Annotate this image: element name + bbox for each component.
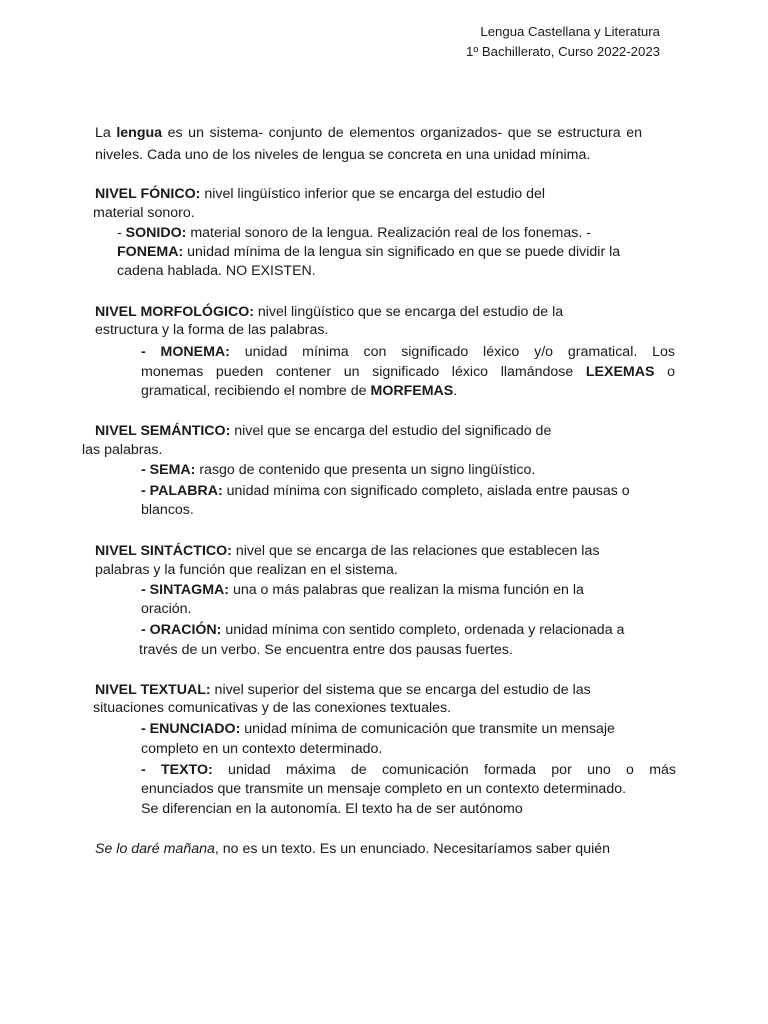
sintactico-oracion-2: través de un verbo. Se encuentra entre dos pausas fuertes.	[139, 642, 513, 658]
sintactico-heading	[95, 542, 599, 562]
def-monema: .	[453, 383, 458, 399]
def-monema: monemas pueden contener un significado léxico llamándose	[141, 364, 586, 380]
page-header	[466, 22, 660, 62]
closing-line	[95, 840, 610, 860]
def-monema: o	[654, 364, 675, 380]
def-sonido: material sonoro de la lengua. Realización real de los fonemas. -	[186, 225, 591, 241]
fonico-title: NIVEL FÓNICO:	[95, 186, 201, 202]
semantico-desc: nivel que se encarga del estudio del significado de	[230, 423, 552, 439]
term-oracion: - ORACIÓN:	[141, 622, 222, 638]
fonico-sonido	[117, 224, 591, 244]
sintactico-title: NIVEL SINTÁCTICO:	[95, 543, 232, 559]
semantico-desc-2: las palabras.	[82, 442, 163, 458]
textual-enunciado	[141, 720, 615, 740]
term-sonido: SONIDO:	[125, 225, 187, 241]
def-palabra: unidad mínima con significado completo, aislada entre pausas o	[222, 483, 630, 499]
intro-text: La	[95, 125, 117, 141]
fonico-fonema	[117, 243, 620, 263]
term-morfemas: MORFEMAS	[370, 383, 454, 399]
fonico-desc-2: material sonoro.	[93, 205, 195, 221]
def-monema: gramatical, recibiendo el nombre de	[141, 383, 371, 399]
term-fonema: FONEMA:	[117, 244, 184, 260]
header-subject: Lengua Castellana y Literatura	[480, 24, 660, 39]
textual-texto-2: enunciados que transmite un mensaje completo en un contexto determinado.	[141, 781, 627, 797]
def-texto: unidad máxima de comunicación formada por uno o más	[212, 762, 677, 778]
def-fonema: unidad mínima de la lengua sin significado en que se puede dividir la	[183, 244, 621, 260]
def-oracion: unidad mínima con sentido completo, ordenada y relacionada a	[221, 622, 625, 638]
textual-texto	[141, 761, 676, 781]
semantico-heading	[95, 422, 551, 442]
textual-heading	[95, 681, 591, 701]
morfologico-heading	[95, 303, 563, 323]
textual-desc-2: situaciones comunicativas y de las conexiones textuales.	[93, 700, 452, 716]
morfologico-title: NIVEL MORFOLÓGICO:	[95, 304, 254, 320]
textual-enunciado-2: completo en un contexto determinado.	[141, 741, 383, 757]
fonico-desc: nivel lingüístico inferior que se encarga del estudio del	[200, 186, 546, 202]
textual-texto-3: Se diferencian en la autonomía. El texto ha de ser autónomo	[141, 801, 523, 817]
term-sema: - SEMA:	[141, 462, 196, 478]
intro-line-2: niveles. Cada uno de los niveles de lengua se concreta en una unidad mínima.	[95, 147, 591, 163]
morfologico-desc-2: estructura y la forma de las palabras.	[95, 322, 329, 338]
def-sema: rasgo de contenido que presenta un signo lingüístico.	[195, 462, 536, 478]
monema-line-3	[141, 382, 457, 402]
semantico-sema	[141, 461, 535, 481]
term-enunciado: - ENUNCIADO:	[141, 721, 241, 737]
sintactico-desc-2: palabras y la función que realizan en el sistema.	[95, 562, 398, 578]
sintactico-desc: nivel que se encarga de las relaciones que establecen las	[231, 543, 600, 559]
def-monema: unidad mínima con significado léxico y/o gramatical. Los	[229, 344, 675, 360]
fonico-fonema-2: cadena hablada. NO EXISTEN.	[117, 263, 316, 279]
closing-text: , no es un texto. Es un enunciado. Necesitaríamos saber quién	[214, 841, 611, 857]
term-monema: - MONEMA:	[141, 344, 230, 360]
def-sintagma: una o más palabras que realizan la misma función en la	[229, 582, 584, 598]
term-texto: - TEXTO:	[141, 762, 213, 778]
semantico-palabra-2: blancos.	[141, 502, 194, 518]
intro-line-1	[95, 124, 642, 144]
textual-desc: nivel superior del sistema que se encarga del estudio de las	[210, 682, 591, 698]
intro-text: es un sistema- conjunto de elementos organizados- que se estructura en	[162, 125, 642, 141]
monema-line-2	[141, 363, 675, 383]
sintactico-sintagma	[141, 581, 584, 601]
textual-title: NIVEL TEXTUAL:	[95, 682, 211, 698]
semantico-palabra	[141, 482, 630, 502]
fonico-heading	[95, 185, 545, 205]
sintactico-sintagma-2: oración.	[141, 601, 192, 617]
sintactico-oracion	[141, 621, 624, 641]
term-sintagma: - SINTAGMA:	[141, 582, 229, 598]
term-palabra: - PALABRA:	[141, 483, 223, 499]
morfologico-desc: nivel lingüístico que se encarga del estudio de la	[253, 304, 564, 320]
semantico-title: NIVEL SEMÁNTICO:	[95, 423, 231, 439]
closing-example: Se lo daré mañana	[95, 841, 215, 857]
header-course: 1º Bachillerato, Curso 2022-2023	[466, 44, 660, 59]
bullet-dash: -	[117, 225, 126, 241]
def-enunciado: unidad mínima de comunicación que transmite un mensaje	[240, 721, 615, 737]
intro-term-lengua: lengua	[116, 125, 163, 141]
term-lexemas: LEXEMAS	[585, 364, 655, 380]
monema-line-1	[141, 343, 675, 363]
